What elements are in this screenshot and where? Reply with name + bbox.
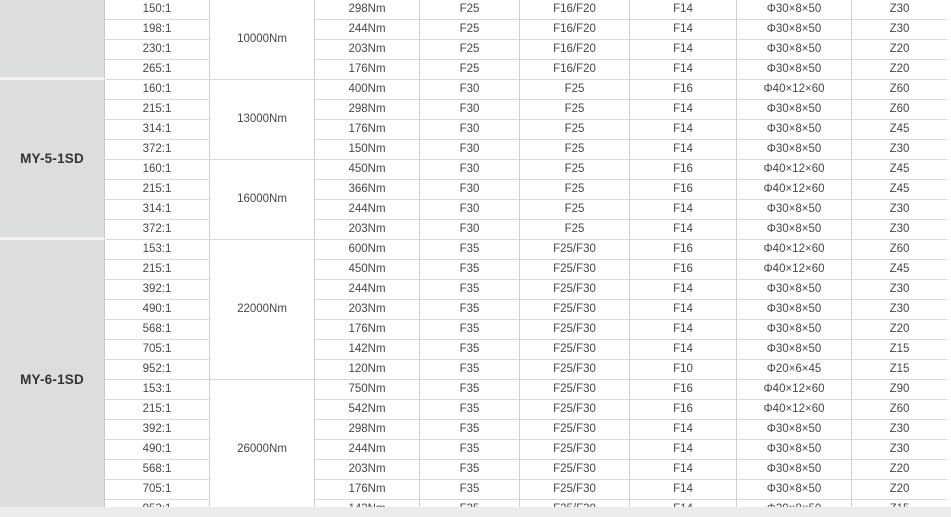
flange-c-cell: F14 (630, 340, 737, 360)
ratio-cell: 952:1 (105, 360, 210, 380)
z-cell: Z60 (852, 240, 947, 260)
z-cell: Z30 (852, 280, 947, 300)
flange-a-cell: F35 (420, 240, 520, 260)
flange-a-cell: F35 (420, 420, 520, 440)
flange-a-cell: F35 (420, 380, 520, 400)
table-row (0, 480, 947, 500)
flange-b-cell: F25 (520, 120, 630, 140)
torque-cell: 400Nm (315, 80, 420, 100)
ratio-cell: 372:1 (105, 140, 210, 160)
flange-b-cell: F25 (520, 220, 630, 240)
bottom-strip (0, 507, 951, 517)
torque-cell: 203Nm (315, 40, 420, 60)
flange-c-cell: F14 (630, 420, 737, 440)
z-cell: Z60 (852, 100, 947, 120)
shaft-dim-cell: Φ40×12×60 (737, 240, 852, 260)
flange-a-cell: F30 (420, 140, 520, 160)
flange-b-cell: F16/F20 (520, 60, 630, 80)
rating-cell: 26000Nm (210, 380, 315, 517)
z-cell: Z30 (852, 200, 947, 220)
ratio-cell: 392:1 (105, 420, 210, 440)
z-cell: Z30 (852, 420, 947, 440)
flange-b-cell: F25 (520, 180, 630, 200)
flange-a-cell: F30 (420, 80, 520, 100)
flange-a-cell: F30 (420, 180, 520, 200)
torque-cell: 203Nm (315, 220, 420, 240)
flange-c-cell: F16 (630, 380, 737, 400)
flange-c-cell: F14 (630, 480, 737, 500)
ratio-cell: 568:1 (105, 460, 210, 480)
flange-b-cell: F25 (520, 100, 630, 120)
flange-c-cell: F10 (630, 360, 737, 380)
table-row (0, 0, 947, 20)
flange-a-cell: F35 (420, 440, 520, 460)
table-row (0, 280, 947, 300)
shaft-dim-cell: Φ40×12×60 (737, 400, 852, 420)
ratio-cell: 490:1 (105, 300, 210, 320)
torque-cell: 244Nm (315, 200, 420, 220)
flange-a-cell: F35 (420, 320, 520, 340)
ratio-cell: 265:1 (105, 60, 210, 80)
shaft-dim-cell: Φ30×8×50 (737, 300, 852, 320)
torque-cell: 450Nm (315, 160, 420, 180)
flange-a-cell: F35 (420, 280, 520, 300)
shaft-dim-cell: Φ30×8×50 (737, 140, 852, 160)
z-cell: Z15 (852, 340, 947, 360)
flange-c-cell: F14 (630, 440, 737, 460)
ratio-cell: 215:1 (105, 260, 210, 280)
torque-cell: 298Nm (315, 100, 420, 120)
model-cell: MY-6-1SD (0, 240, 105, 517)
shaft-dim-cell: Φ30×8×50 (737, 480, 852, 500)
z-cell: Z20 (852, 480, 947, 500)
torque-cell: 298Nm (315, 0, 420, 20)
torque-cell: 176Nm (315, 60, 420, 80)
shaft-dim-cell: Φ30×8×50 (737, 340, 852, 360)
flange-c-cell: F16 (630, 240, 737, 260)
flange-c-cell: F16 (630, 180, 737, 200)
torque-cell: 542Nm (315, 400, 420, 420)
flange-a-cell: F35 (420, 400, 520, 420)
flange-b-cell: F25/F30 (520, 320, 630, 340)
shaft-dim-cell: Φ30×8×50 (737, 120, 852, 140)
ratio-cell: 160:1 (105, 80, 210, 100)
flange-a-cell: F30 (420, 100, 520, 120)
shaft-dim-cell: Φ40×12×60 (737, 80, 852, 100)
flange-c-cell: F14 (630, 220, 737, 240)
flange-c-cell: F14 (630, 280, 737, 300)
flange-b-cell: F25/F30 (520, 380, 630, 400)
flange-b-cell: F25 (520, 200, 630, 220)
flange-b-cell: F25/F30 (520, 340, 630, 360)
flange-c-cell: F16 (630, 80, 737, 100)
table-row (0, 120, 947, 140)
shaft-dim-cell: Φ30×8×50 (737, 200, 852, 220)
flange-a-cell: F30 (420, 220, 520, 240)
flange-a-cell: F25 (420, 40, 520, 60)
flange-a-cell: F30 (420, 160, 520, 180)
flange-c-cell: F14 (630, 200, 737, 220)
torque-cell: 176Nm (315, 320, 420, 340)
rating-cell: 10000Nm (210, 0, 315, 80)
ratio-cell: 705:1 (105, 340, 210, 360)
flange-c-cell: F14 (630, 0, 737, 20)
torque-cell: 176Nm (315, 120, 420, 140)
ratio-cell: 215:1 (105, 180, 210, 200)
ratio-cell: 215:1 (105, 400, 210, 420)
shaft-dim-cell: Φ30×8×50 (737, 460, 852, 480)
z-cell: Z60 (852, 80, 947, 100)
flange-c-cell: F14 (630, 60, 737, 80)
torque-cell: 150Nm (315, 140, 420, 160)
ratio-cell: 568:1 (105, 320, 210, 340)
z-cell: Z20 (852, 40, 947, 60)
table-row (0, 60, 947, 80)
flange-c-cell: F14 (630, 100, 737, 120)
flange-b-cell: F25/F30 (520, 300, 630, 320)
z-cell: Z20 (852, 320, 947, 340)
table-row (0, 200, 947, 220)
flange-a-cell: F25 (420, 60, 520, 80)
shaft-dim-cell: Φ30×8×50 (737, 60, 852, 80)
z-cell: Z15 (852, 360, 947, 380)
table-row (0, 420, 947, 440)
rating-cell: 22000Nm (210, 240, 315, 380)
torque-cell: 120Nm (315, 360, 420, 380)
torque-cell: 298Nm (315, 420, 420, 440)
table-row (0, 240, 947, 260)
table-row (0, 360, 947, 380)
flange-c-cell: F14 (630, 120, 737, 140)
z-cell: Z20 (852, 60, 947, 80)
torque-cell: 366Nm (315, 180, 420, 200)
shaft-dim-cell: Φ40×12×60 (737, 160, 852, 180)
table-row (0, 320, 947, 340)
flange-c-cell: F16 (630, 260, 737, 280)
flange-b-cell: F25/F30 (520, 420, 630, 440)
ratio-cell: 705:1 (105, 480, 210, 500)
table-row (0, 100, 947, 120)
torque-cell: 244Nm (315, 440, 420, 460)
torque-cell: 244Nm (315, 20, 420, 40)
flange-b-cell: F25 (520, 140, 630, 160)
ratio-cell: 392:1 (105, 280, 210, 300)
z-cell: Z45 (852, 120, 947, 140)
flange-a-cell: F35 (420, 480, 520, 500)
flange-c-cell: F16 (630, 400, 737, 420)
table-row (0, 220, 947, 240)
model-cell (0, 0, 105, 80)
table-row (0, 80, 947, 100)
ratio-cell: 215:1 (105, 100, 210, 120)
flange-c-cell: F14 (630, 20, 737, 40)
z-cell: Z90 (852, 380, 947, 400)
flange-a-cell: F35 (420, 460, 520, 480)
flange-b-cell: F25/F30 (520, 280, 630, 300)
shaft-dim-cell: Φ40×12×60 (737, 380, 852, 400)
shaft-dim-cell: Φ40×12×60 (737, 260, 852, 280)
z-cell: Z60 (852, 400, 947, 420)
shaft-dim-cell: Φ30×8×50 (737, 220, 852, 240)
flange-b-cell: F25/F30 (520, 400, 630, 420)
flange-a-cell: F25 (420, 20, 520, 40)
z-cell: Z45 (852, 160, 947, 180)
table-row (0, 160, 947, 180)
z-cell: Z30 (852, 140, 947, 160)
z-cell: Z30 (852, 0, 947, 20)
flange-c-cell: F14 (630, 40, 737, 60)
shaft-dim-cell: Φ30×8×50 (737, 20, 852, 40)
ratio-cell: 314:1 (105, 200, 210, 220)
torque-cell: 600Nm (315, 240, 420, 260)
table-row (0, 300, 947, 320)
flange-a-cell: F35 (420, 260, 520, 280)
table-row (0, 340, 947, 360)
shaft-dim-cell: Φ30×8×50 (737, 40, 852, 60)
ratio-cell: 160:1 (105, 160, 210, 180)
ratio-cell: 230:1 (105, 40, 210, 60)
flange-b-cell: F16/F20 (520, 40, 630, 60)
torque-cell: 203Nm (315, 300, 420, 320)
model-cell: MY-5-1SD (0, 80, 105, 240)
flange-a-cell: F35 (420, 340, 520, 360)
flange-b-cell: F16/F20 (520, 0, 630, 20)
torque-cell: 176Nm (315, 480, 420, 500)
flange-b-cell: F25 (520, 80, 630, 100)
shaft-dim-cell: Φ30×8×50 (737, 0, 852, 20)
flange-c-cell: F14 (630, 460, 737, 480)
table-row (0, 140, 947, 160)
shaft-dim-cell: Φ20×6×45 (737, 360, 852, 380)
table-row (0, 40, 947, 60)
z-cell: Z45 (852, 260, 947, 280)
flange-b-cell: F25/F30 (520, 440, 630, 460)
torque-cell: 750Nm (315, 380, 420, 400)
z-cell: Z30 (852, 440, 947, 460)
table-row (0, 400, 947, 420)
torque-cell: 203Nm (315, 460, 420, 480)
ratio-cell: 153:1 (105, 380, 210, 400)
ratio-cell: 490:1 (105, 440, 210, 460)
flange-b-cell: F25/F30 (520, 480, 630, 500)
table-row (0, 180, 947, 200)
flange-b-cell: F25/F30 (520, 260, 630, 280)
table-row (0, 20, 947, 40)
ratio-cell: 153:1 (105, 240, 210, 260)
flange-a-cell: F30 (420, 120, 520, 140)
table-row (0, 440, 947, 460)
ratio-cell: 314:1 (105, 120, 210, 140)
flange-c-cell: F14 (630, 300, 737, 320)
flange-a-cell: F35 (420, 300, 520, 320)
torque-cell: 142Nm (315, 340, 420, 360)
torque-cell: 450Nm (315, 260, 420, 280)
ratio-cell: 198:1 (105, 20, 210, 40)
z-cell: Z30 (852, 220, 947, 240)
rating-cell: 16000Nm (210, 160, 315, 240)
shaft-dim-cell: Φ30×8×50 (737, 440, 852, 460)
flange-b-cell: F25/F30 (520, 240, 630, 260)
flange-a-cell: F30 (420, 200, 520, 220)
table-row (0, 260, 947, 280)
shaft-dim-cell: Φ30×8×50 (737, 320, 852, 340)
flange-b-cell: F25/F30 (520, 460, 630, 480)
flange-b-cell: F25 (520, 160, 630, 180)
z-cell: Z20 (852, 460, 947, 480)
shaft-dim-cell: Φ30×8×50 (737, 420, 852, 440)
flange-a-cell: F35 (420, 360, 520, 380)
shaft-dim-cell: Φ30×8×50 (737, 100, 852, 120)
shaft-dim-cell: Φ40×12×60 (737, 180, 852, 200)
z-cell: Z30 (852, 20, 947, 40)
flange-b-cell: F16/F20 (520, 20, 630, 40)
rating-cell: 13000Nm (210, 80, 315, 160)
flange-c-cell: F16 (630, 160, 737, 180)
ratio-cell: 150:1 (105, 0, 210, 20)
flange-c-cell: F14 (630, 320, 737, 340)
flange-a-cell: F25 (420, 0, 520, 20)
z-cell: Z30 (852, 300, 947, 320)
table-row (0, 380, 947, 400)
z-cell: Z45 (852, 180, 947, 200)
shaft-dim-cell: Φ30×8×50 (737, 280, 852, 300)
ratio-cell: 372:1 (105, 220, 210, 240)
flange-c-cell: F14 (630, 140, 737, 160)
torque-cell: 244Nm (315, 280, 420, 300)
table-row (0, 460, 947, 480)
flange-b-cell: F25/F30 (520, 360, 630, 380)
